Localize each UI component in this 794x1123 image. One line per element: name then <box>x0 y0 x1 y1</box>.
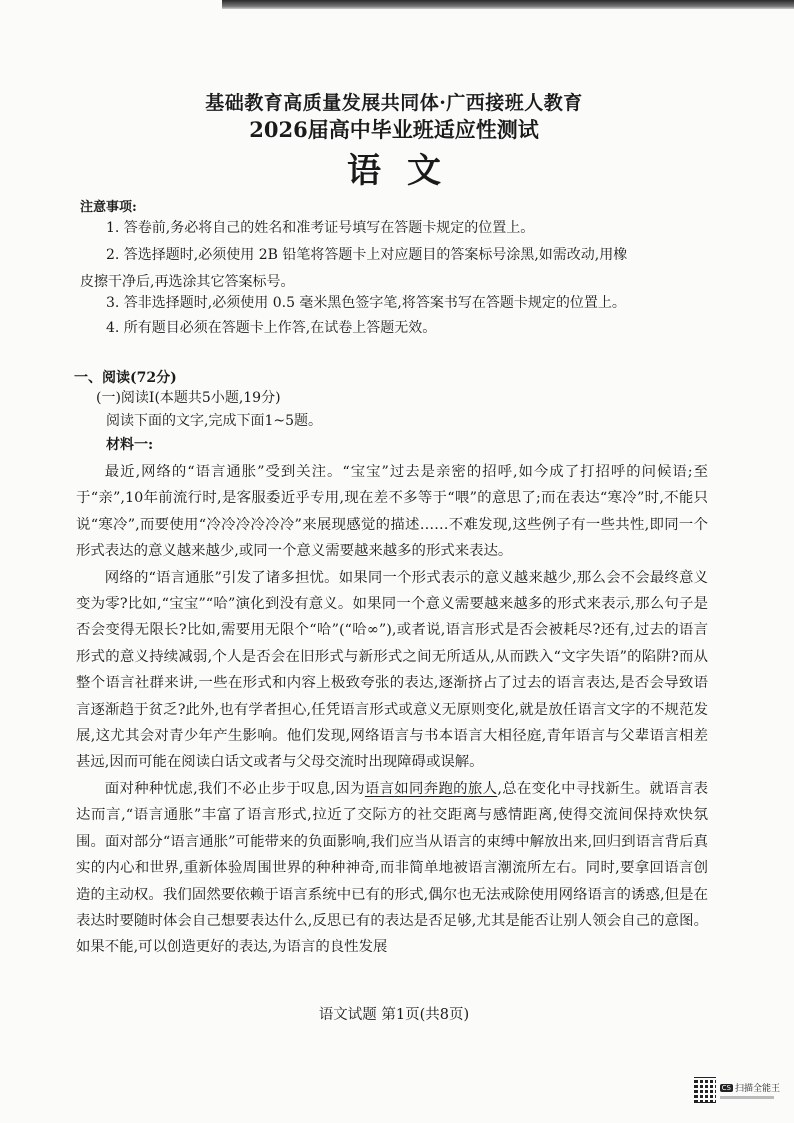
page-footer: 语文试题 第1页(共8页) <box>318 1007 470 1023</box>
exam-title: 2026届高中毕业班适应性测试 <box>249 117 539 142</box>
material-label: 材料一: <box>106 437 154 453</box>
section-title: 一、阅读(72分) <box>74 370 177 386</box>
exam-organizer-title: 基础教育高质量发展共同体·广西接班人教育 <box>205 92 583 114</box>
note-item-4: 4. 所有题目必须在答题卡上作答,在试卷上答题无效。 <box>106 320 437 336</box>
reading-instruction: 阅读下面的文字,完成下面1~5题。 <box>106 413 322 429</box>
qr-code-icon <box>694 1077 716 1103</box>
note-item-3: 3. 答非选择题时,必须使用 0.5 毫米黑色签字笔,将答案书写在答题卡规定的位置上。 <box>106 295 626 311</box>
scan-top-edge <box>222 0 794 9</box>
cs-logo-icon: CS <box>721 1083 731 1092</box>
underlined-phrase: 语言如同奔跑的旅人 <box>364 780 498 797</box>
scanner-name-text: 扫描全能王 <box>734 1084 780 1094</box>
passage <box>76 459 708 961</box>
scanner-name <box>720 1081 780 1094</box>
subsection-title: (一)阅读Ⅰ(本题共5小题,19分) <box>96 390 281 406</box>
note-item-1: 1. 答卷前,务必将自己的姓名和准考证号填写在答题卡规定的位置上。 <box>106 220 535 236</box>
notes-title: 注意事项: <box>80 200 137 215</box>
note-item-2-cont: 皮擦干净后,再选涂其它答案标号。 <box>80 274 295 290</box>
paragraph-3-rest: ,总在变化中寻找新生。就语言表达而言,“语言通胀”丰富了语言形式,拉近了交际方的社交距离与感情距离,使得交流间保持欢快氛围。面对部分“语言通胀”可能带来的负面影响,我们应当从语言的束缚中解放出来,回归到语言背后真实的内心和世界,重新体验周围世界的种种神奇,而非简单地被语言潮流所左右。同时,要拿回语言创造的主动权。我们固然要依赖于语言系统中已有的形式,偶尔也无法戒除使用网络语言的诱惑,但是在表达时要随时体会自己想要表达什么,反思已有的表达是否足够,尤其是能否让别人领会自己的意图。如果不能,可以创造更好的表达,为语言的良性发展 <box>76 780 708 956</box>
paragraph-3-lead: 面对种种忧虑,我们不必止步于叹息,因为 <box>104 780 365 797</box>
scanner-watermark <box>694 1076 780 1104</box>
passage-paragraph-3 <box>76 776 708 961</box>
subject-title: 语文 <box>347 151 467 191</box>
passage-paragraph-2: 网络的“语言通胀”引发了诸多担忧。如果同一个形式表示的意义越来越少,那么会不会最终意义变为零?比如,“宝宝”“哈”演化到没有意义。如果同一个意义需要越来越多的形式来表示,那么句子是否会变得无限长?比如,需要用无限个“哈”(“哈∞”),或者说,语言形式是否会被耗尽?还有,过去的语言形式的意义持续减弱,个人是否会在旧形式与新形式之间无所适从,从而跌入“文字失语”的陷阱?而从整个语言社群来讲,一些在形式和内容上极致夸张的表达,逐渐挤占了过去的语言表达,是否会导致语言逐渐趋于贫乏?此外,也有学者担心,任凭语言形式或意义无原则变化,就是放任语言文字的不规范发展,这尤其会对青少年产生影响。他们发现,网络语言与书本语言大相径庭,青年语言与父辈语言相差甚远,因而可能在阅读白话文或者与父母交流时出现障碍或误解。 <box>76 569 708 771</box>
passage-paragraph-1: 最近,网络的“语言通胀”受到关注。“宝宝”过去是亲密的招呼,如今成了打招呼的问候语;至于“亲”,10年前流行时,是客服委近乎专用,现在差不多等于“喂”的意思了;而在表达“寒冷”时,不能只说“寒冷”,而要使用“冷冷冷冷冷冷”来展现感觉的描述……不难发现,这些例子有一些共性,即同一个形式表达的意义越来越少,或同一个意义需要越来越多的形式来表达。 <box>76 464 708 560</box>
note-item-2: 2. 答选择题时,必须使用 2B 铅笔将答题卡上对应题目的答案标号涂黑,如需改动,用橡 <box>106 247 628 263</box>
scanner-caption-line <box>720 1096 774 1099</box>
